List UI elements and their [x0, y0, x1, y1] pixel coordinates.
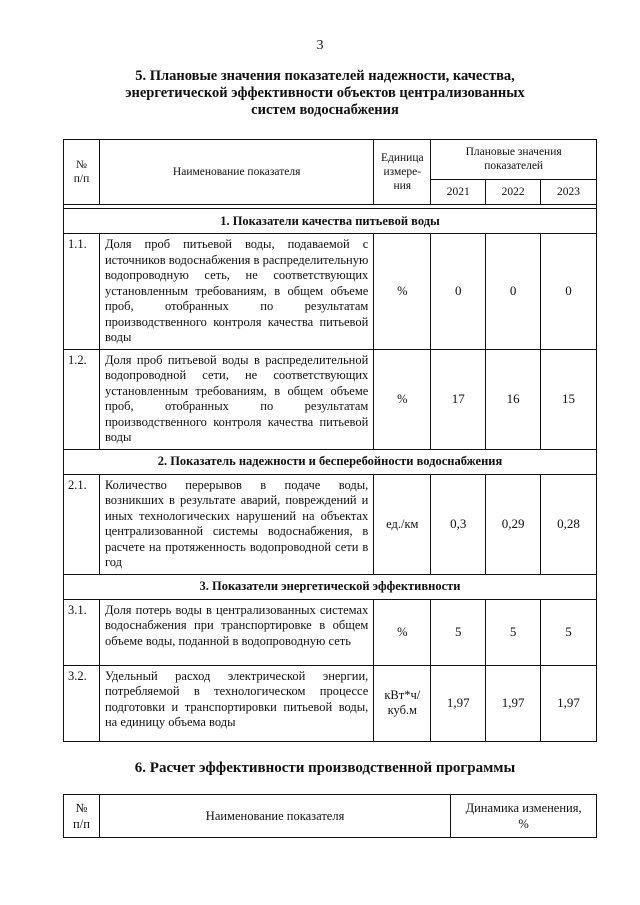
row-value-2022: 16 — [486, 349, 541, 449]
efficiency-table — [63, 794, 597, 838]
row-value-2021: 0 — [431, 234, 486, 350]
header-unit-line3: ния — [393, 180, 412, 192]
header-year-2022: 2022 — [486, 179, 541, 204]
section-5-title-line1: 5. Плановые значения показателей надежности, качества, — [135, 68, 515, 84]
page-number: 3 — [316, 38, 324, 53]
row-unit: % — [374, 349, 431, 449]
row-unit: % — [374, 599, 431, 665]
row-value-2022: 0 — [486, 234, 541, 350]
group-1-title: 1. Показатели качества питьевой воды — [64, 209, 597, 234]
header-dynamics-line1: Динамика изменения, — [465, 801, 582, 815]
group-3-title: 3. Показатели энергетической эффективности — [64, 574, 597, 599]
row-value-2023: 1,97 — [541, 665, 597, 741]
header-year-2023: 2023 — [541, 179, 597, 204]
header-unit — [374, 140, 431, 205]
header-year-2021: 2021 — [431, 179, 486, 204]
row-value-2021: 0,3 — [431, 474, 486, 574]
row-name: Удельный расход электрической энергии, потребляемой в технологическом процессе подготовки и транспортировки питьевой воды, на единицу объема воды — [99, 665, 373, 741]
header-num-line2: п/п — [73, 173, 90, 185]
header-num-line1: № — [75, 801, 88, 815]
row-value-2022: 1,97 — [486, 665, 541, 741]
header-num-line2: п/п — [73, 817, 90, 831]
section-6-title: 6. Расчет эффективности производственной программы — [134, 760, 516, 776]
row-value-2021: 17 — [431, 349, 486, 449]
table-row — [64, 474, 597, 574]
table-header-row — [64, 140, 597, 180]
row-value-2021: 5 — [431, 599, 486, 665]
row-value-2023: 5 — [541, 599, 597, 665]
table-row — [64, 234, 597, 350]
section-5-title — [90, 68, 560, 119]
header-num — [64, 140, 100, 205]
row-value-2022: 5 — [486, 599, 541, 665]
header-unit-line1: Единица — [380, 152, 424, 164]
row-name: Доля проб питьевой воды в распределительной водопроводной сети, не соответствующих установленным требованиям, в общем объеме проб, отобранных по результатам производственного контроля качества питьевой воды — [99, 349, 373, 449]
indicators-table — [63, 139, 597, 742]
section-5-title-line3: систем водоснабжения — [251, 102, 399, 118]
row-value-2023: 0 — [541, 234, 597, 350]
row-num: 3.1. — [64, 599, 100, 665]
table-header-row — [64, 795, 597, 838]
row-value-2021: 1,97 — [431, 665, 486, 741]
header-plan-line2: показателей — [484, 160, 544, 173]
header-plan-line1: Плановые значения — [465, 146, 562, 159]
table-row — [64, 665, 597, 741]
row-name: Доля проб питьевой воды, подаваемой с источников водоснабжения в распределительную водопроводную сеть, не соответствующих установленным требованиям, в общем объеме проб, отобранных по результатам производственного контроля качества питьевой воды — [99, 234, 373, 350]
row-name: Количество перерывов в подаче воды, возникших в результате аварий, повреждений и иных технологических нарушений на объектах централизованной системы водоснабжения, в расчете на протяженность водопроводной сети в год — [99, 474, 373, 574]
row-unit: ед./км — [374, 474, 431, 574]
header-dynamics-line2: % — [518, 817, 529, 831]
row-num: 1.1. — [64, 234, 100, 350]
row-num: 2.1. — [64, 474, 100, 574]
header-num-line1: № — [75, 159, 87, 171]
row-value-2023: 15 — [541, 349, 597, 449]
group-2-title: 2. Показатель надежности и бесперебойности водоснабжения — [64, 449, 597, 474]
row-num: 3.2. — [64, 665, 100, 741]
table-row — [64, 599, 597, 665]
row-unit: % — [374, 234, 431, 350]
header-unit-line2: измере- — [383, 166, 422, 178]
row-unit-line1: кВт*ч/ — [384, 688, 421, 702]
table-row — [64, 349, 597, 449]
header-name: Наименование показателя — [99, 795, 450, 838]
header-num — [64, 795, 100, 838]
header-plan — [431, 140, 597, 180]
row-unit-line2: куб.м — [387, 703, 417, 717]
row-value-2022: 0,29 — [486, 474, 541, 574]
section-5-title-line2: энергетической эффективности объектов централизованных — [125, 85, 525, 101]
row-unit — [374, 665, 431, 741]
header-dynamics — [451, 795, 597, 838]
header-name: Наименование показателя — [99, 140, 373, 205]
row-name: Доля потерь воды в централизованных системах водоснабжения при транспортировке в общем объеме воды, поданной в водопроводную сеть — [99, 599, 373, 665]
row-num: 1.2. — [64, 349, 100, 449]
row-value-2023: 0,28 — [541, 474, 597, 574]
